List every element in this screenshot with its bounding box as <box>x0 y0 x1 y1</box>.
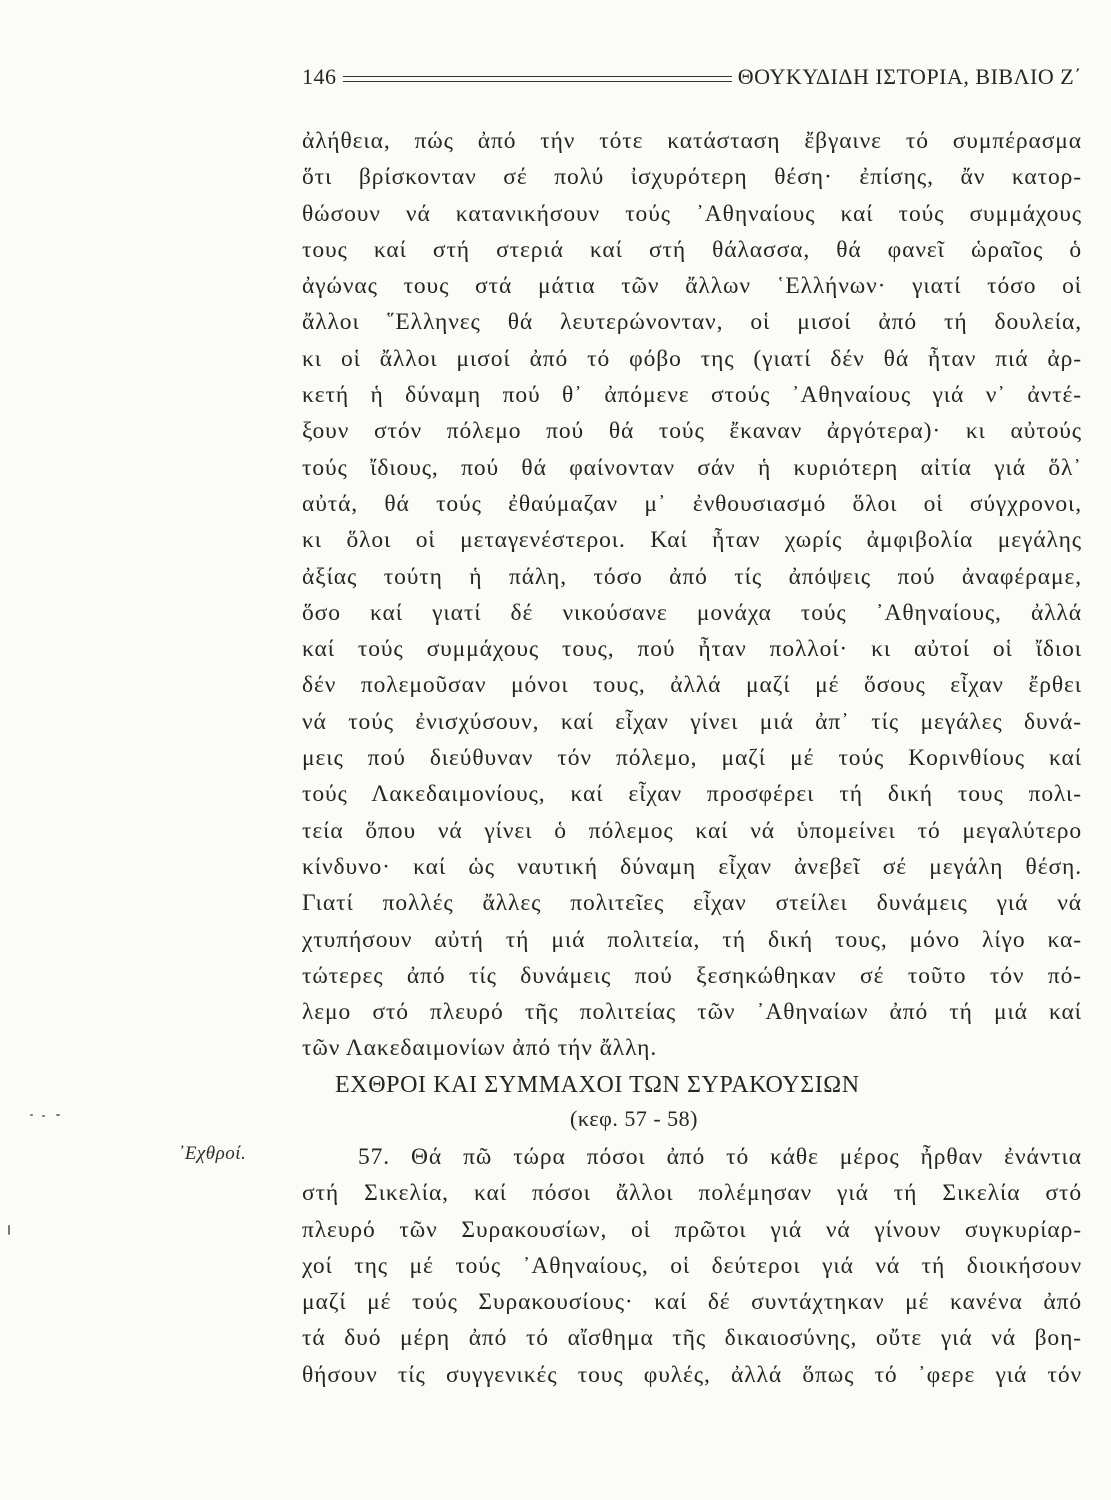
text-line: τούς Λακεδαιμονίους, καί εἶχαν προσφέρει τή δική τους πολι- <box>302 781 1082 808</box>
running-title: ΘΟΥΚΥΔΙΔΗ ΙΣΤΟΡΙΑ, ΒΙΒΛΙΟ Ζ΄ <box>737 64 1082 89</box>
text-line: δέν πολεμοῦσαν μόνοι τους, ἀλλά μαζί μέ ὅσους εἶχαν ἔρθει <box>302 672 1082 699</box>
scan-speck <box>56 1114 60 1116</box>
text-line: τώτερες ἀπό τίς δυνάμεις πού ξεσηκώθηκαν σέ τοῦτο τόν πό- <box>302 962 1082 989</box>
text-line: κετή ἡ δύναμη πού θ᾿ ἀπόμενε στούς ᾿Αθηναίους γιά ν᾿ ἀντέ- <box>302 382 1082 409</box>
text-line: χτυπήσουν αὐτή τή μιά πολιτεία, τή δική τους, μόνο λίγο κα- <box>302 926 1082 953</box>
scan-speck <box>42 1115 45 1117</box>
text-line: κι οἱ ἄλλοι μισοί ἀπό τό φόβο της (γιατί δέν θά ἦταν πιά ἀρ- <box>302 345 1082 372</box>
header-rule <box>343 76 732 82</box>
text-line: ἀγώνας τους στά μάτια τῶν ἄλλων ῾Ελλήνων· γιατί τόσο οἱ <box>302 273 1082 300</box>
paragraph-1 <box>302 123 1082 1067</box>
text-line: κι ὅλοι οἱ μεταγενέστεροι. Καί ἦταν χωρίς ἀμφιβολία μεγάλης <box>302 527 1082 554</box>
text-line: μαζί μέ τούς Συρακουσίους· καί δέ συντάχτηκαν μέ κανένα ἀπό <box>302 1289 1082 1316</box>
text-line: πλευρό τῶν Συρακουσίων, οἱ πρῶτοι γιά νά γίνουν συγκυρίαρ- <box>302 1216 1082 1243</box>
text-line: τεία ὅπου νά γίνει ὁ πόλεμος καί νά ὑπομείνει τό μεγαλύτερο <box>302 817 1082 844</box>
paragraph-2 <box>302 1139 1082 1393</box>
text-line: μεις πού διεύθυναν τόν πόλεμο, μαζί μέ τούς Κορινθίους καί <box>302 745 1082 772</box>
text-line: καί τούς συμμάχους τους, πού ἦταν πολλοί· κι αὐτοί οἱ ἴδιοι <box>302 636 1082 663</box>
text-line: λεμο στό πλευρό τῆς πολιτείας τῶν ᾿Αθηναίων ἀπό τή μιά καί <box>302 999 1082 1026</box>
text-line: κίνδυνο· καί ὡς ναυτική δύναμη εἶχαν ἀνεβεῖ σέ μεγάλη θέση. <box>302 853 1082 880</box>
text-line: 57. Θά πῶ τώρα πόσοι ἀπό τό κάθε μέρος ἦρθαν ἐνάντια <box>358 1144 1082 1170</box>
text-line: ἀλήθεια, πώς ἀπό τήν τότε κατάσταση ἔβγαινε τό συμπέρασμα <box>302 128 1082 154</box>
section-subtitle: (κεφ. 57 - 58) <box>570 1106 698 1131</box>
running-header <box>302 62 1082 92</box>
text-line: τά δυό μέρη ἀπό τό αἴσθημα τῆς δικαιοσύνης, οὔτε γιά νά βοη- <box>302 1325 1082 1352</box>
scan-speck <box>30 1114 33 1116</box>
text-line: ἄλλοι ῞Ελληνες θά λευτερώνονταν, οἱ μισοί ἀπό τή δουλεία, <box>302 309 1082 336</box>
text-line: ὅσο καί γιατί δέ νικούσανε μονάχα τούς ᾿Αθηναίους, ἀλλά <box>302 599 1082 626</box>
page-number: 146 <box>302 64 337 89</box>
text-line: χοί της μέ τούς ᾿Αθηναίους, οἱ δεύτεροι γιά νά τή διοικήσουν <box>302 1252 1082 1279</box>
text-line: νά τούς ἐνισχύσουν, καί εἶχαν γίνει μιά ἀπ᾿ τίς μεγάλες δυνά- <box>302 708 1082 735</box>
text-line: αὐτά, θά τούς ἐθαύμαζαν μ᾿ ἐνθουσιασμό ὅλοι οἱ σύγχρονοι, <box>302 490 1082 517</box>
text-line: ἀξίας τούτη ἡ πάλη, τόσο ἀπό τίς ἀπόψεις πού ἀναφέραμε, <box>302 563 1082 590</box>
text-line: θώσουν νά κατανικήσουν τούς ᾿Αθηναίους καί τούς συμμάχους <box>302 200 1082 227</box>
text-line: θήσουν τίς συγγενικές τους φυλές, ἀλλά ὅπως τό ᾿φερε γιά τόν <box>302 1361 1082 1388</box>
section-title: ΕΧΘΡΟΙ ΚΑΙ ΣΥΜΜΑΧΟΙ ΤΩΝ ΣΥΡΑΚΟΥΣΙΩΝ <box>335 1072 860 1098</box>
scan-speck <box>8 1225 10 1235</box>
margin-note: ᾿Εχθροί. <box>178 1143 247 1164</box>
text-line: τους καί στή στεριά καί στή θάλασσα, θά φανεῖ ὡραῖος ὁ <box>302 236 1082 263</box>
text-line: ὅτι βρίσκονταν σέ πολύ ἰσχυρότερη θέση· ἐπίσης, ἄν κατορ- <box>302 164 1082 191</box>
text-line: στή Σικελία, καί πόσοι ἄλλοι πολέμησαν γιά τή Σικελία στό <box>302 1180 1082 1207</box>
text-line: τῶν Λακεδαιμονίων ἀπό τήν ἄλλη. <box>302 1035 658 1062</box>
text-line: ξουν στόν πόλεμο πού θά τούς ἔκαναν ἀργότερα)· κι αὐτούς <box>302 418 1082 445</box>
text-line: Γιατί πολλές ἄλλες πολιτεῖες εἶχαν στείλει δυνάμεις γιά νά <box>302 890 1082 917</box>
text-line: τούς ἴδιους, πού θά φαίνονταν σάν ἡ κυριότερη αἰτία γιά ὅλ᾿ <box>302 454 1082 481</box>
